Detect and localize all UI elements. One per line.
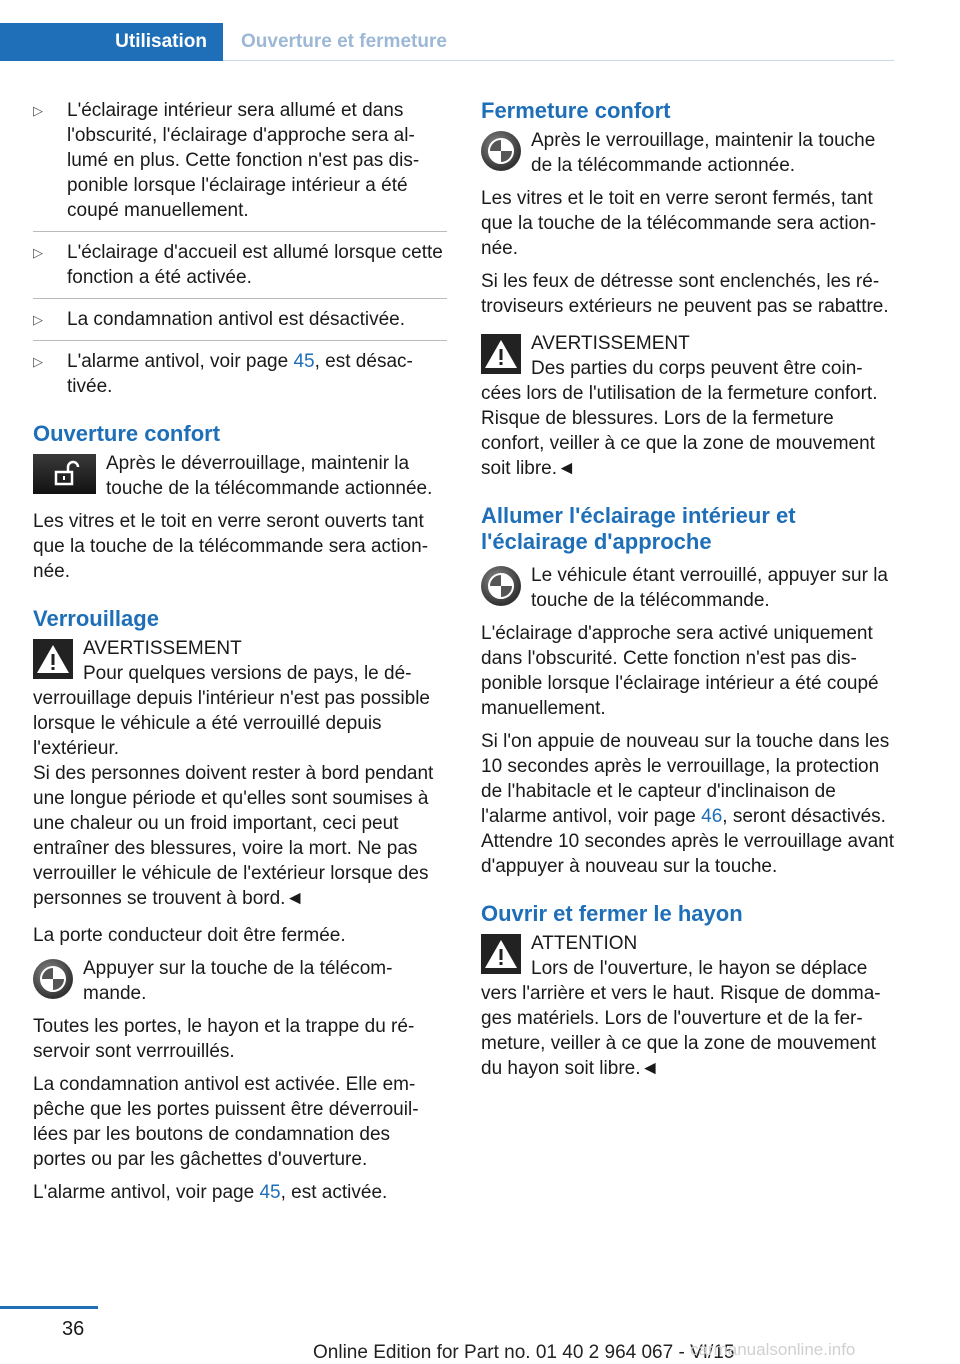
warning-block: AVERTISSEMENT Pour quelques versions de pays, le déverrouillage depuis l'intérieur n'est pas possible lorsque le véhicule a été verrouillé depuis l'extérieur. [33, 638, 430, 759]
paragraph: La porte conducteur doit être fermée. [33, 925, 346, 946]
page-link[interactable]: 45 [293, 351, 315, 372]
triangle-bullet-icon: ▷ [33, 354, 43, 369]
paragraph: Si des personnes doivent rester à bord pendant une longue période et qu'elles sont soumises à une chaleur ou un froid important, ceci peut entraîner des blessures, voire la mort. Ne pas verrouiller le véhicule de l'extérieur lorsque des personnes se trouvent à bord.◄ [33, 763, 434, 909]
attention-block: ATTENTION Lors de l'ouverture, le hayon se déplace vers l'arrière et vers le haut. Risque de dommages matériels. Lors de l'ouverture et de la fermeture, veiller à ce que la zone de mouvement du hayon soit libre.◄ [481, 933, 881, 1079]
triangle-bullet-icon: ▷ [33, 103, 43, 118]
list-item: ▷ La condamnation antivol est désactivée. [33, 309, 405, 330]
divider [33, 231, 447, 232]
heading-verrouillage: Verrouillage [33, 606, 159, 631]
remote-instruction: Appuyer sur la touche de la télécommande. [33, 956, 447, 1006]
divider [33, 298, 447, 299]
fermeture-instruction: Après le verrouillage, maintenir la touche de la télécommande actionnée. [481, 128, 895, 178]
tab-ouverture-fermeture[interactable]: Ouverture et fermeture [241, 31, 447, 52]
paragraph: Si les feux de détresse sont enclenchés, les rétroviseurs extérieurs ne peuvent pas se rabattre. [481, 271, 889, 317]
unlock-key-icon [33, 454, 96, 494]
paragraph: L'éclairage d'approche sera activé uniquement dans l'obscurité. Cette fonction n'est pas disponible lorsque l'éclairage intérieur a été coupé manuellement. [481, 623, 879, 719]
footer-accent-line [0, 1306, 98, 1309]
bmw-remote-icon [481, 131, 521, 171]
page-link[interactable]: 45 [259, 1182, 281, 1203]
warning-icon [481, 334, 521, 374]
left-column [33, 98, 447, 1213]
list-item: ▷ L'alarme antivol, voir page 45, est désactivée. [33, 351, 413, 397]
warning-block: AVERTISSEMENT Des parties du corps peuvent être coincées lors de l'utilisation de la fermeture confort. Risque de blessures. Lors de la fermeture confort, veiller à ce que la zone de mouvement soit libre.◄ [481, 333, 878, 479]
page-number: 36 [62, 1318, 85, 1340]
triangle-bullet-icon: ▷ [33, 245, 43, 260]
warning-icon [481, 934, 521, 974]
heading-hayon: Ouvrir et fermer le hayon [481, 901, 743, 926]
paragraph: Toutes les portes, le hayon et la trappe du réservoir sont verrrouillés. [33, 1016, 415, 1062]
divider [33, 340, 447, 341]
bmw-remote-icon [33, 959, 73, 999]
paragraph: Les vitres et le toit en verre seront fermés, tant que la touche de la télécommande sera actionnée. [481, 188, 877, 259]
paragraph: Si l'on appuie de nouveau sur la touche dans les 10 secondes après le verrouillage, la protection de l'habitacle et le capteur d'inclinaison de l'alarme antivol, voir page 46, seront désactivés. Attendre 10 secondes après le verrouillage avant d'appuyer à nouveau sur la touche. [481, 731, 894, 877]
paragraph: La condamnation antivol est activée. Elle empêche que les portes puissent être déverrouillées par les boutons de condamnation des portes ou par les gâchettes d'ouverture. [33, 1074, 419, 1170]
triangle-bullet-icon: ▷ [33, 312, 43, 327]
heading-allumer-eclairage: Allumer l'éclairage intérieur et l'éclairage d'approche [481, 503, 796, 554]
heading-ouverture-confort: Ouverture confort [33, 421, 221, 446]
heading-fermeture-confort: Fermeture confort [481, 98, 671, 123]
paragraph: Les vitres et le toit en verre seront ouverts tant que la touche de la télécommande sera actionnée. [33, 511, 429, 582]
tab-utilisation[interactable]: Utilisation [0, 23, 223, 61]
bmw-remote-icon [481, 566, 521, 606]
allumer-instruction: Le véhicule étant verrouillé, appuyer sur la touche de la télécommande. [481, 563, 895, 613]
list-item: ▷ L'éclairage d'accueil est allumé lorsque cette fonction a été activée. [33, 242, 443, 288]
header-tabs [0, 23, 894, 61]
edition-info: Online Edition for Part no. 01 40 2 964 067 - VI/15 [313, 1342, 735, 1363]
paragraph: L'alarme antivol, voir page 45, est activée. [33, 1182, 388, 1203]
watermark: carmanualsonline.info [690, 1340, 856, 1359]
warning-icon [33, 639, 73, 679]
right-column [481, 98, 895, 1081]
list-item: ▷ L'éclairage intérieur sera allumé et dans l'obscurité, l'éclairage d'approche sera allumé en plus. Cette fonction n'est pas disponible lorsque l'éclairage intérieur a été coupé manuellement. [33, 100, 420, 221]
confort-instruction: Après le déverrouillage, maintenir la touche de la télécommande actionnée. [33, 451, 447, 501]
tab-underline [223, 60, 894, 61]
page-link[interactable]: 46 [701, 806, 723, 827]
